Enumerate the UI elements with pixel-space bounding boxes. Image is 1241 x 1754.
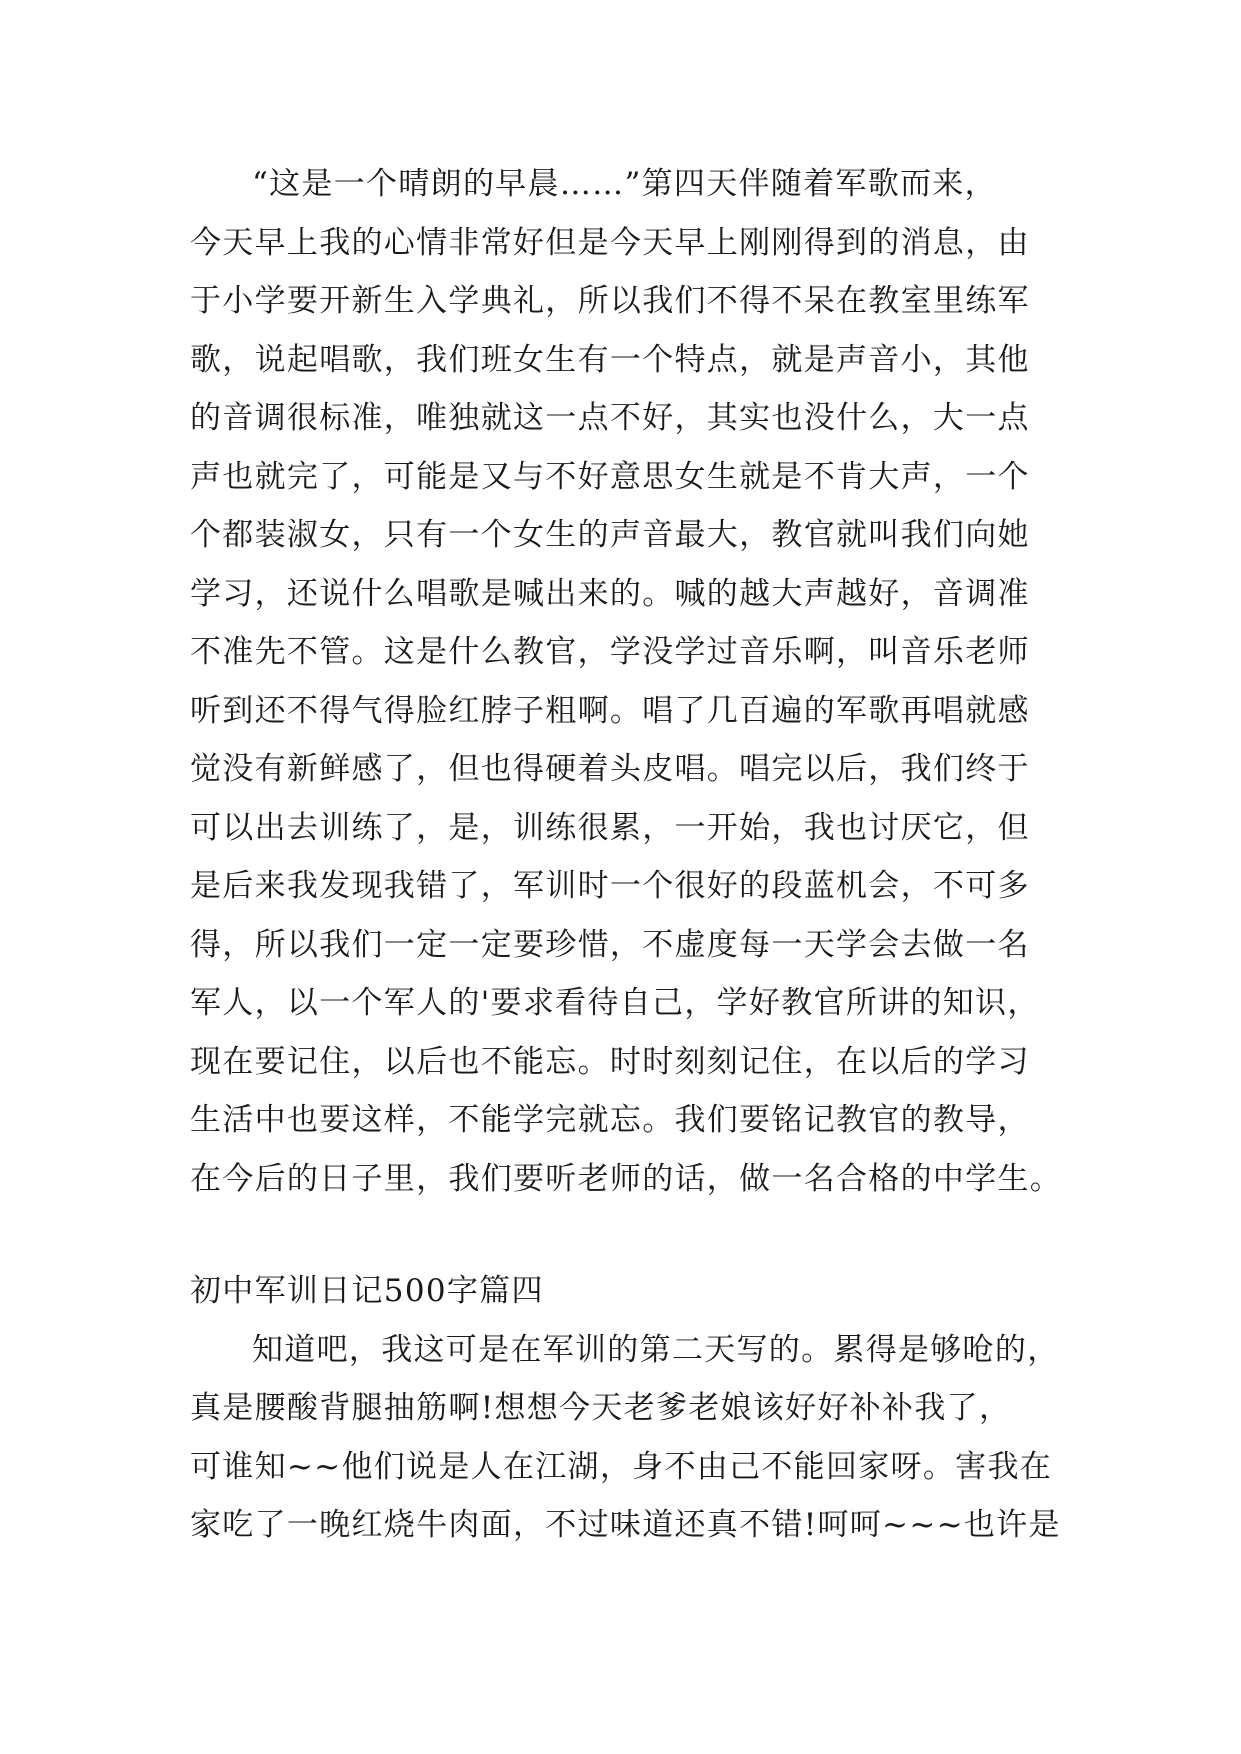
diary-paragraph-day-four <box>190 155 1065 1208</box>
text-line: 真是腰酸背腿抽筋啊!想想今天老爹老娘该好好补补我了， <box>190 1390 1012 1426</box>
text-line: 得，所以我们一定一定要珍惜，不虚度每一天学会去做一名 <box>190 926 1030 963</box>
text-line: 的音调很标准，唯独就这一点不好，其实也没什么，大一点 <box>190 400 1030 436</box>
text-line: 可谁知~~他们说是人在江湖，身不由己不能回家呀。害我在 <box>190 1448 1053 1485</box>
text-line: 于小学要开新生入学典礼，所以我们不得不呆在教室里练军 <box>190 283 1030 319</box>
text-line: 学习，还说什么唱歌是喊出来的。喊的越大声越好，音调准 <box>190 575 1030 612</box>
text-line: 现在要记住，以后也不能忘。时时刻刻记住，在以后的学习 <box>190 1043 1030 1080</box>
text-line: 声也就完了，可能是又与不好意思女生就是不肯大声，一个 <box>190 458 1030 495</box>
text-line: 听到还不得气得脸红脖子粗啊。唱了几百遍的军歌再唱就感 <box>190 692 1030 729</box>
text-line: 家吃了一晚红烧牛肉面，不过味道还真不错!呵呵~~~也许是 <box>190 1507 1061 1543</box>
text-line: 不准先不管。这是什么教官，学没学过音乐啊，叫音乐老师 <box>190 634 1030 670</box>
document-page <box>190 155 1065 1555</box>
text-line: 可以出去训练了，是，训练很累，一开始，我也讨厌它，但 <box>190 809 1030 846</box>
section-heading: 初中军训日记500字篇四 <box>190 1273 544 1309</box>
text-line: “这是一个晴朗的早晨……”第四天伴随着军歌而来， <box>252 166 997 202</box>
text-line: 觉没有新鲜感了，但也得硬着头皮唱。唱完以后，我们终于 <box>190 751 1030 787</box>
diary-paragraph-second-day <box>190 1321 1065 1555</box>
text-line: 在今后的日子里，我们要听老师的话，做一名合格的中学生。 <box>190 1160 1063 1197</box>
text-line: 歌，说起唱歌，我们班女生有一个特点，就是声音小，其他 <box>190 341 1030 378</box>
text-line: 今天早上我的心情非常好但是今天早上刚刚得到的消息，由 <box>190 224 1030 261</box>
text-line: 生活中也要这样，不能学完就忘。我们要铭记教官的教导， <box>190 1102 1030 1138</box>
text-line: 知道吧，我这可是在军训的第二天写的。累得是够呛的， <box>252 1331 1060 1368</box>
text-line: 个都装淑女，只有一个女生的声音最大，教官就叫我们向她 <box>190 517 1030 553</box>
text-line: 军人，以一个军人的'要求看待自己，学好教官所讲的知识， <box>190 985 1040 1021</box>
text-line: 是后来我发现我错了，军训时一个很好的段蓝机会，不可多 <box>190 868 1030 904</box>
